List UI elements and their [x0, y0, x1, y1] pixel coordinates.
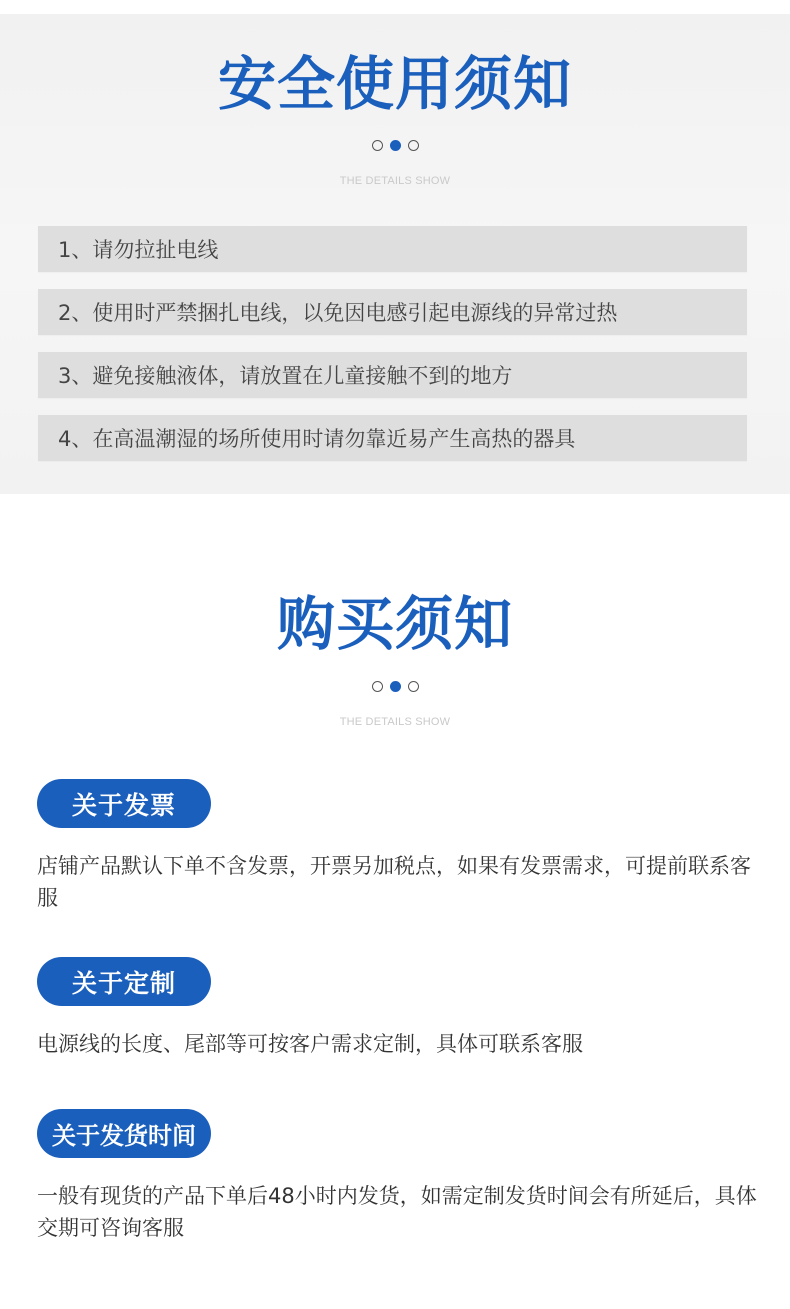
- customization-label-badge: 关于定制: [37, 957, 211, 1006]
- pager-dot: [372, 681, 383, 692]
- shipping-text: 一般有现货的产品下单后48小时内发货，如需定制发货时间会有所延后，具体交期可咨询客服: [37, 1184, 757, 1240]
- pager-dot-active: [390, 140, 401, 151]
- safety-caption: THE DETAILS SHOW: [339, 175, 451, 187]
- purchase-title: 购买须知: [276, 590, 513, 658]
- invoice-block: [37, 779, 767, 914]
- notice-item: 3、避免接触液体，请放置在儿童接触不到的地方: [38, 352, 747, 398]
- pager-dot: [372, 140, 383, 151]
- customization-block: [37, 957, 767, 1060]
- customization-text: 电源线的长度、尾部等可按客户需求定制，具体可联系客服: [37, 1032, 583, 1056]
- pager-dot: [408, 681, 419, 692]
- invoice-label-badge: 关于发票: [37, 779, 211, 828]
- pager-dot: [408, 140, 419, 151]
- notice-item: 1、请勿拉扯电线: [38, 226, 747, 272]
- shipping-label-badge: 关于发货时间: [37, 1109, 211, 1158]
- pager-dot-active: [390, 681, 401, 692]
- invoice-text: 店铺产品默认下单不含发票，开票另加税点，如果有发票需求，可提前联系客服: [37, 854, 751, 910]
- pager-dots: [0, 140, 790, 151]
- shipping-block: [37, 1109, 767, 1244]
- notice-item: 4、在高温潮湿的场所使用时请勿靠近易产生高热的器具: [38, 415, 747, 461]
- pager-dots: [0, 681, 790, 692]
- notice-item: 2、使用时严禁捆扎电线，以免因电感引起电源线的异常过热: [38, 289, 747, 335]
- purchase-caption: THE DETAILS SHOW: [339, 716, 451, 728]
- safety-title: 安全使用须知: [217, 50, 572, 118]
- safety-notice-list: [38, 226, 747, 478]
- top-strip: [0, 0, 790, 14]
